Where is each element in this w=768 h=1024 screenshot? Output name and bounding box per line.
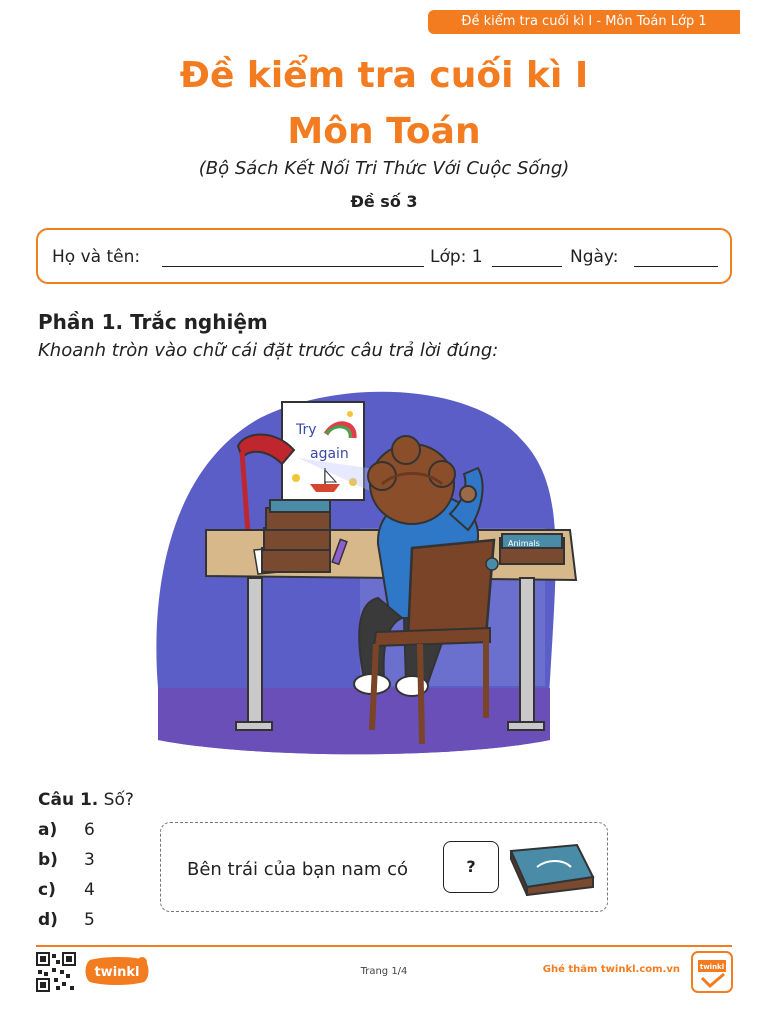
class-label: Lớp: 1 xyxy=(430,247,483,267)
date-label: Ngày: xyxy=(570,247,619,267)
option-b[interactable] xyxy=(38,850,95,870)
book-title-text: Animals xyxy=(508,539,540,548)
student-at-desk-illustration xyxy=(150,388,620,763)
question-1-label: Câu 1. xyxy=(38,790,99,810)
name-label: Họ và tên: xyxy=(52,247,141,267)
page-title: Đề kiểm tra cuối kì I xyxy=(179,55,589,96)
option-d-key: d) xyxy=(38,910,58,930)
option-c-key: c) xyxy=(38,880,56,900)
page-subject: Môn Toán xyxy=(287,111,481,152)
book-series: (Bộ Sách Kết Nối Tri Thức Với Cuộc Sống) xyxy=(198,158,570,179)
option-a[interactable] xyxy=(38,820,95,840)
option-a-value: 6 xyxy=(84,820,95,840)
option-a-key: a) xyxy=(38,820,58,840)
header-tab: Đề kiểm tra cuối kì I - Môn Toán Lớp 1 xyxy=(428,10,740,34)
footer-divider xyxy=(36,945,732,947)
answer-box[interactable]: ? xyxy=(443,841,499,893)
option-c[interactable] xyxy=(38,880,95,900)
badge-text: twinkl xyxy=(699,963,725,971)
option-b-key: b) xyxy=(38,850,58,870)
question-1-title xyxy=(38,790,134,810)
book-icon xyxy=(507,837,597,897)
option-d[interactable] xyxy=(38,910,95,930)
option-b-value: 3 xyxy=(84,850,95,870)
twinkl-logo-text: twinkl xyxy=(94,965,140,980)
section-instruction: Khoanh tròn vào chữ cái đặt trước câu trả lời đúng: xyxy=(38,340,499,361)
poster-text-try: Try xyxy=(296,422,317,438)
option-c-value: 4 xyxy=(84,880,95,900)
name-field[interactable] xyxy=(162,266,424,267)
question-1-prompt: Số? xyxy=(103,790,134,810)
exam-number: Đề số 3 xyxy=(350,192,418,211)
poster-text-again: again xyxy=(310,446,349,462)
option-d-value: 5 xyxy=(84,910,95,930)
question-1-statement: Bên trái của bạn nam có xyxy=(187,859,409,880)
quality-badge-icon xyxy=(690,950,734,994)
visit-link[interactable]: Ghé thăm twinkl.com.vn xyxy=(542,964,680,975)
date-field[interactable] xyxy=(634,266,718,267)
page-number: Trang 1/4 xyxy=(360,966,408,977)
class-field[interactable] xyxy=(492,266,562,267)
section-title: Phần 1. Trắc nghiệm xyxy=(38,310,268,334)
question-1-box xyxy=(160,822,608,912)
student-info-box xyxy=(36,228,732,284)
